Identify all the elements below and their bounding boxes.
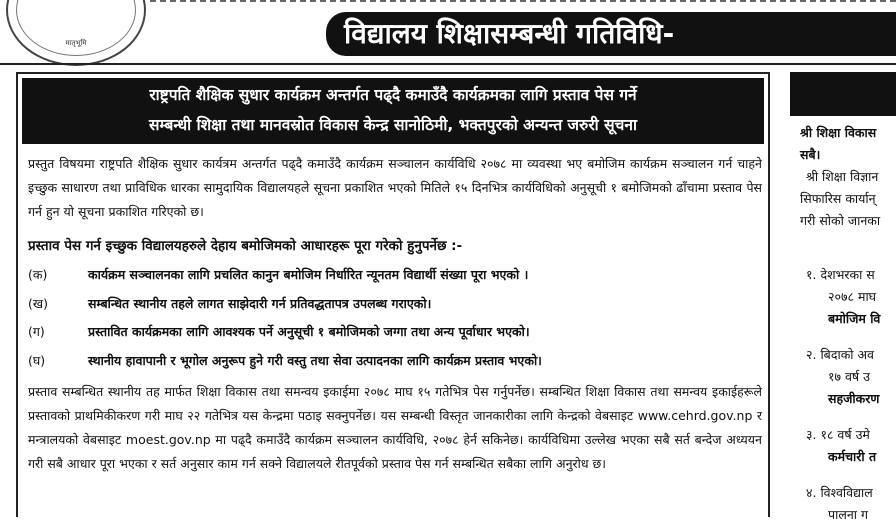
right-column-heading-bar (790, 72, 896, 116)
right-column-line: १७ वर्ष उ (828, 369, 870, 384)
right-column-line: सहजीकरण (828, 391, 880, 406)
emblem-caption: मातृभूमि (65, 39, 87, 47)
notice-heading (22, 78, 764, 144)
requirement-number: (ग) (28, 324, 45, 339)
right-column-line: श्री शिक्षा विकास (800, 125, 877, 140)
right-column-line: २०७८ माघ (828, 289, 877, 304)
requirements-heading: प्रस्ताव पेस गर्न इच्छुक विद्यालयहरुले देहाय बमोजिमको आधारहरू पूरा गरेको हुनुपर्नेछ :- (28, 238, 463, 254)
notice-box (16, 72, 770, 517)
requirement-text: सम्बन्धित स्थानीय तहले लागत साझेदारी गर्न प्रतिवद्धतापत्र उपलब्ध गराएको। (88, 296, 432, 311)
requirement-text: प्रस्तावित कार्यक्रमका लागि आवश्यक पर्ने अनुसूची १ बमोजिमको जग्गा तथा अन्य पूर्वाधार भएको। (88, 324, 530, 339)
requirement-number: (ख) (28, 296, 48, 311)
requirement-text: स्थानीय हावापानी र भूगोल अनुरूप हुने गरी वस्तु तथा सेवा उत्पादनका लागि कार्यक्रम प्रस्ताव भएको। (88, 353, 542, 368)
notice-heading-line-2: सम्बन्धी शिक्षा तथा मानवस्रोत विकास केन्द्र सानोठिमी, भक्तपुरको अन्यन्त जरुरी सूचना (148, 116, 638, 134)
requirement-item (28, 295, 431, 312)
right-column-line: ३. १८ वर्ष उमे (806, 427, 870, 442)
right-column-line: सबै। (800, 147, 821, 162)
requirement-text: कार्यक्रम सञ्चालनका लागि प्रचलित कानुन बमोजिम निर्धारित न्यूनतम विद्यार्थी संख्या पूरा भएको । (88, 267, 529, 282)
right-column-line: २. बिदाको अव (806, 347, 875, 362)
notice-paragraph-2: प्रस्ताव सम्बन्धित स्थानीय तह मार्फत शिक्षा विकास तथा समन्वय इकाईमा २०७८ माघ १५ गतेभित्र पेस गर्नुपर्नेछ। सम्बन्धित शिक्षा विकास तथा समन्वय इकाईहरूले प्रस्तावको प्राथमिकीकरण गरी माघ २२ गतेभित्र यस केन्द्रमा पठाइ सक्नुपर्नेछ। यस सम्बन्धी विस्तृत जानकारीका लागि केन्द्रको वेबसाइट www.cehrd.gov.np र मन्त्रालयको वेबसाइट moest.gov.np मा पढ्दै कमाउँदै कार्यक्रम सञ्चालन कार्यविधि, २०७८ हेर्न सकिनेछ। कार्यविधिमा उल्लेख भएका सबै सर्त बन्देज अध्ययन गरी सबै आधार पूरा भएका र सर्त अनुसार काम गर्न सक्ने विद्यालयले रीतपूर्वको प्रस्ताव पेस गर्न सम्बन्धित सबैका लागि अनुरोध छ। (28, 384, 762, 471)
right-column-line: सिफारिस कार्यान् (800, 191, 876, 206)
requirement-number: (घ) (28, 353, 46, 368)
header-rule (0, 63, 896, 65)
right-column-line: बमोजिम वि (828, 311, 881, 326)
right-column-line: गरी सोको जानका (800, 213, 881, 228)
requirement-item (28, 266, 528, 283)
requirement-item (28, 352, 542, 369)
notice-paragraph-1: प्रस्तुत विषयमा राष्ट्रपति शैक्षिक सुधार कार्यत्रम अन्तर्गत पढ्दै कमाउँदै कार्यक्रम सञ्चालन कार्यविधि २०७८ मा व्यवस्था भए बमोजिम कार्यक्रम सञ्चालन गर्न चाहने इच्छुक साधारण तथा प्राविधिक धारका सामुदायिक विद्यालयहले सूचना प्रकाशित भएको मितिले १५ दिनभित्र कार्यविधिको अनुसूची १ बमोजिमको ढाँचामा प्रस्ताव पेस गर्न हुन यो सूचना प्रकाशित गरिएको छ। (28, 156, 762, 219)
right-column-line: कर्मचारी त (828, 449, 877, 464)
right-column-line: श्री शिक्षा विज्ञान (806, 169, 879, 184)
requirement-number: (क) (28, 267, 48, 282)
requirement-item (28, 323, 530, 340)
page-banner-title: विद्यालय शिक्षासम्बन्धी गतिविधि- (326, 12, 896, 56)
top-dashed-rule (150, 0, 896, 8)
right-column-line: १. देशभरका स (806, 267, 875, 282)
notice-heading-line-1: राष्ट्रपति शैक्षिक सुधार कार्यक्रम अन्तर्गत पढ्दै कमाउँदै कार्यक्रमका लागि प्रस्ताव पेस गर्ने (149, 86, 637, 104)
right-column-line: ४. विश्वविद्याल (806, 485, 873, 500)
government-emblem-logo (6, 0, 146, 66)
right-column-line: पालना ग (828, 507, 868, 522)
